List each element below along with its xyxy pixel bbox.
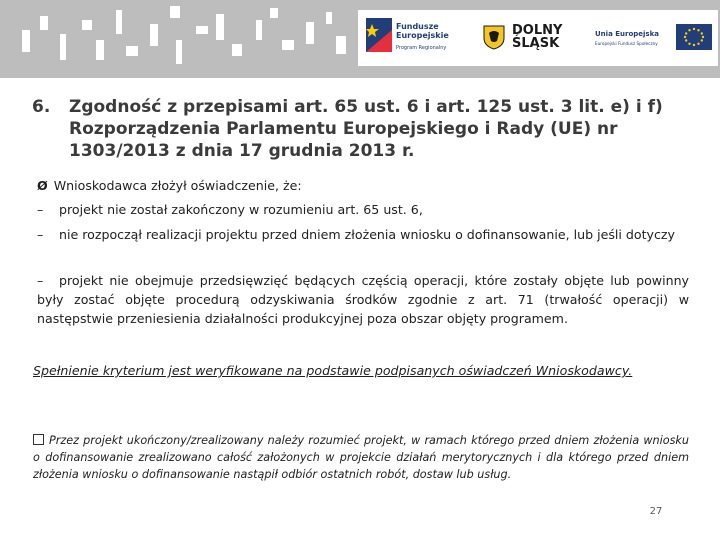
fundusze-europejskie-logo — [366, 18, 476, 60]
header-bar — [0, 0, 720, 78]
ue-subtitle: Europejski Fundusz Społeczny — [595, 41, 658, 46]
fe-line2: Europejskie — [396, 31, 449, 40]
eagle-shield-icon — [482, 24, 506, 50]
heading-number: 6. — [32, 97, 51, 117]
dash-bullet: – — [37, 202, 44, 217]
eu-flag-icon — [676, 24, 712, 50]
criterion-text: Spełnienie kryterium jest weryfikowane na podstawie podpisanych oświadczeń Wnioskodawcy. — [33, 363, 633, 378]
bullet-1-text: projekt nie został zakończony w rozumieniu art. 65 ust. 6, — [59, 202, 423, 217]
bullet-2-text: nie rozpoczął realizacji projektu przed dniem złożenia wniosku o dofinansowanie, lub jeśli dotyczy — [59, 227, 675, 242]
arrow-bullet-icon: Ø — [37, 178, 48, 193]
criterion-statement — [33, 362, 689, 380]
list-item — [37, 225, 689, 244]
note-text: Przez projekt ukończony/zrealizowany należy rozumieć projekt, w ramach którego przed dniem złożenia wniosku o dofinansowanie zrealizowano całość założonych w projekcie działań merytorycznych i dla którego przed dniem złożenia wniosku o dofinansowanie nastąpił odbiór ostatnich robót, dostaw lub usług. — [33, 434, 689, 481]
fe-line1: Fundusze — [396, 22, 439, 31]
fe-flag-icon — [366, 18, 392, 52]
checkbox-bullet-icon — [33, 434, 44, 445]
heading-text: Zgodność z przepisami art. 65 ust. 6 i art. 125 ust. 3 lit. e) i f) Rozporządzenia Parlamentu Europejskiego i Rady (UE) nr 1303/2013 z dnia 17 grudnia 2013 r. — [69, 97, 663, 161]
page-number: 27 — [649, 506, 663, 517]
intro-text: Wnioskodawca złożył oświadczenie, że: — [53, 178, 302, 193]
definition-note — [33, 432, 689, 483]
list-item — [37, 200, 689, 219]
decorative-pattern-icon — [0, 0, 360, 78]
bullet-3-text: projekt nie obejmuje przedsięwzięć będących częścią operacji, które zostały objęte lub powinny były zostać objęte procedurą odzyskiwania środków zgodnie z art. 71 (trwałość operacji) w następstwie przeniesienia działalności produkcyjnej poza obszar objęty programem. — [37, 273, 689, 326]
fe-subtitle: Program Regionalny — [396, 45, 447, 51]
ue-title: Unia Europejska — [595, 30, 659, 38]
dolny-slask-logo — [482, 20, 592, 60]
dolny-slask-text: DOLNY ŚLĄSK — [512, 23, 563, 51]
logo-strip — [358, 10, 718, 66]
list-item — [37, 271, 689, 328]
dash-bullet: – — [37, 273, 44, 288]
intro-line — [37, 176, 689, 195]
unia-europejska-logo — [590, 24, 714, 54]
dash-bullet: – — [37, 227, 44, 242]
